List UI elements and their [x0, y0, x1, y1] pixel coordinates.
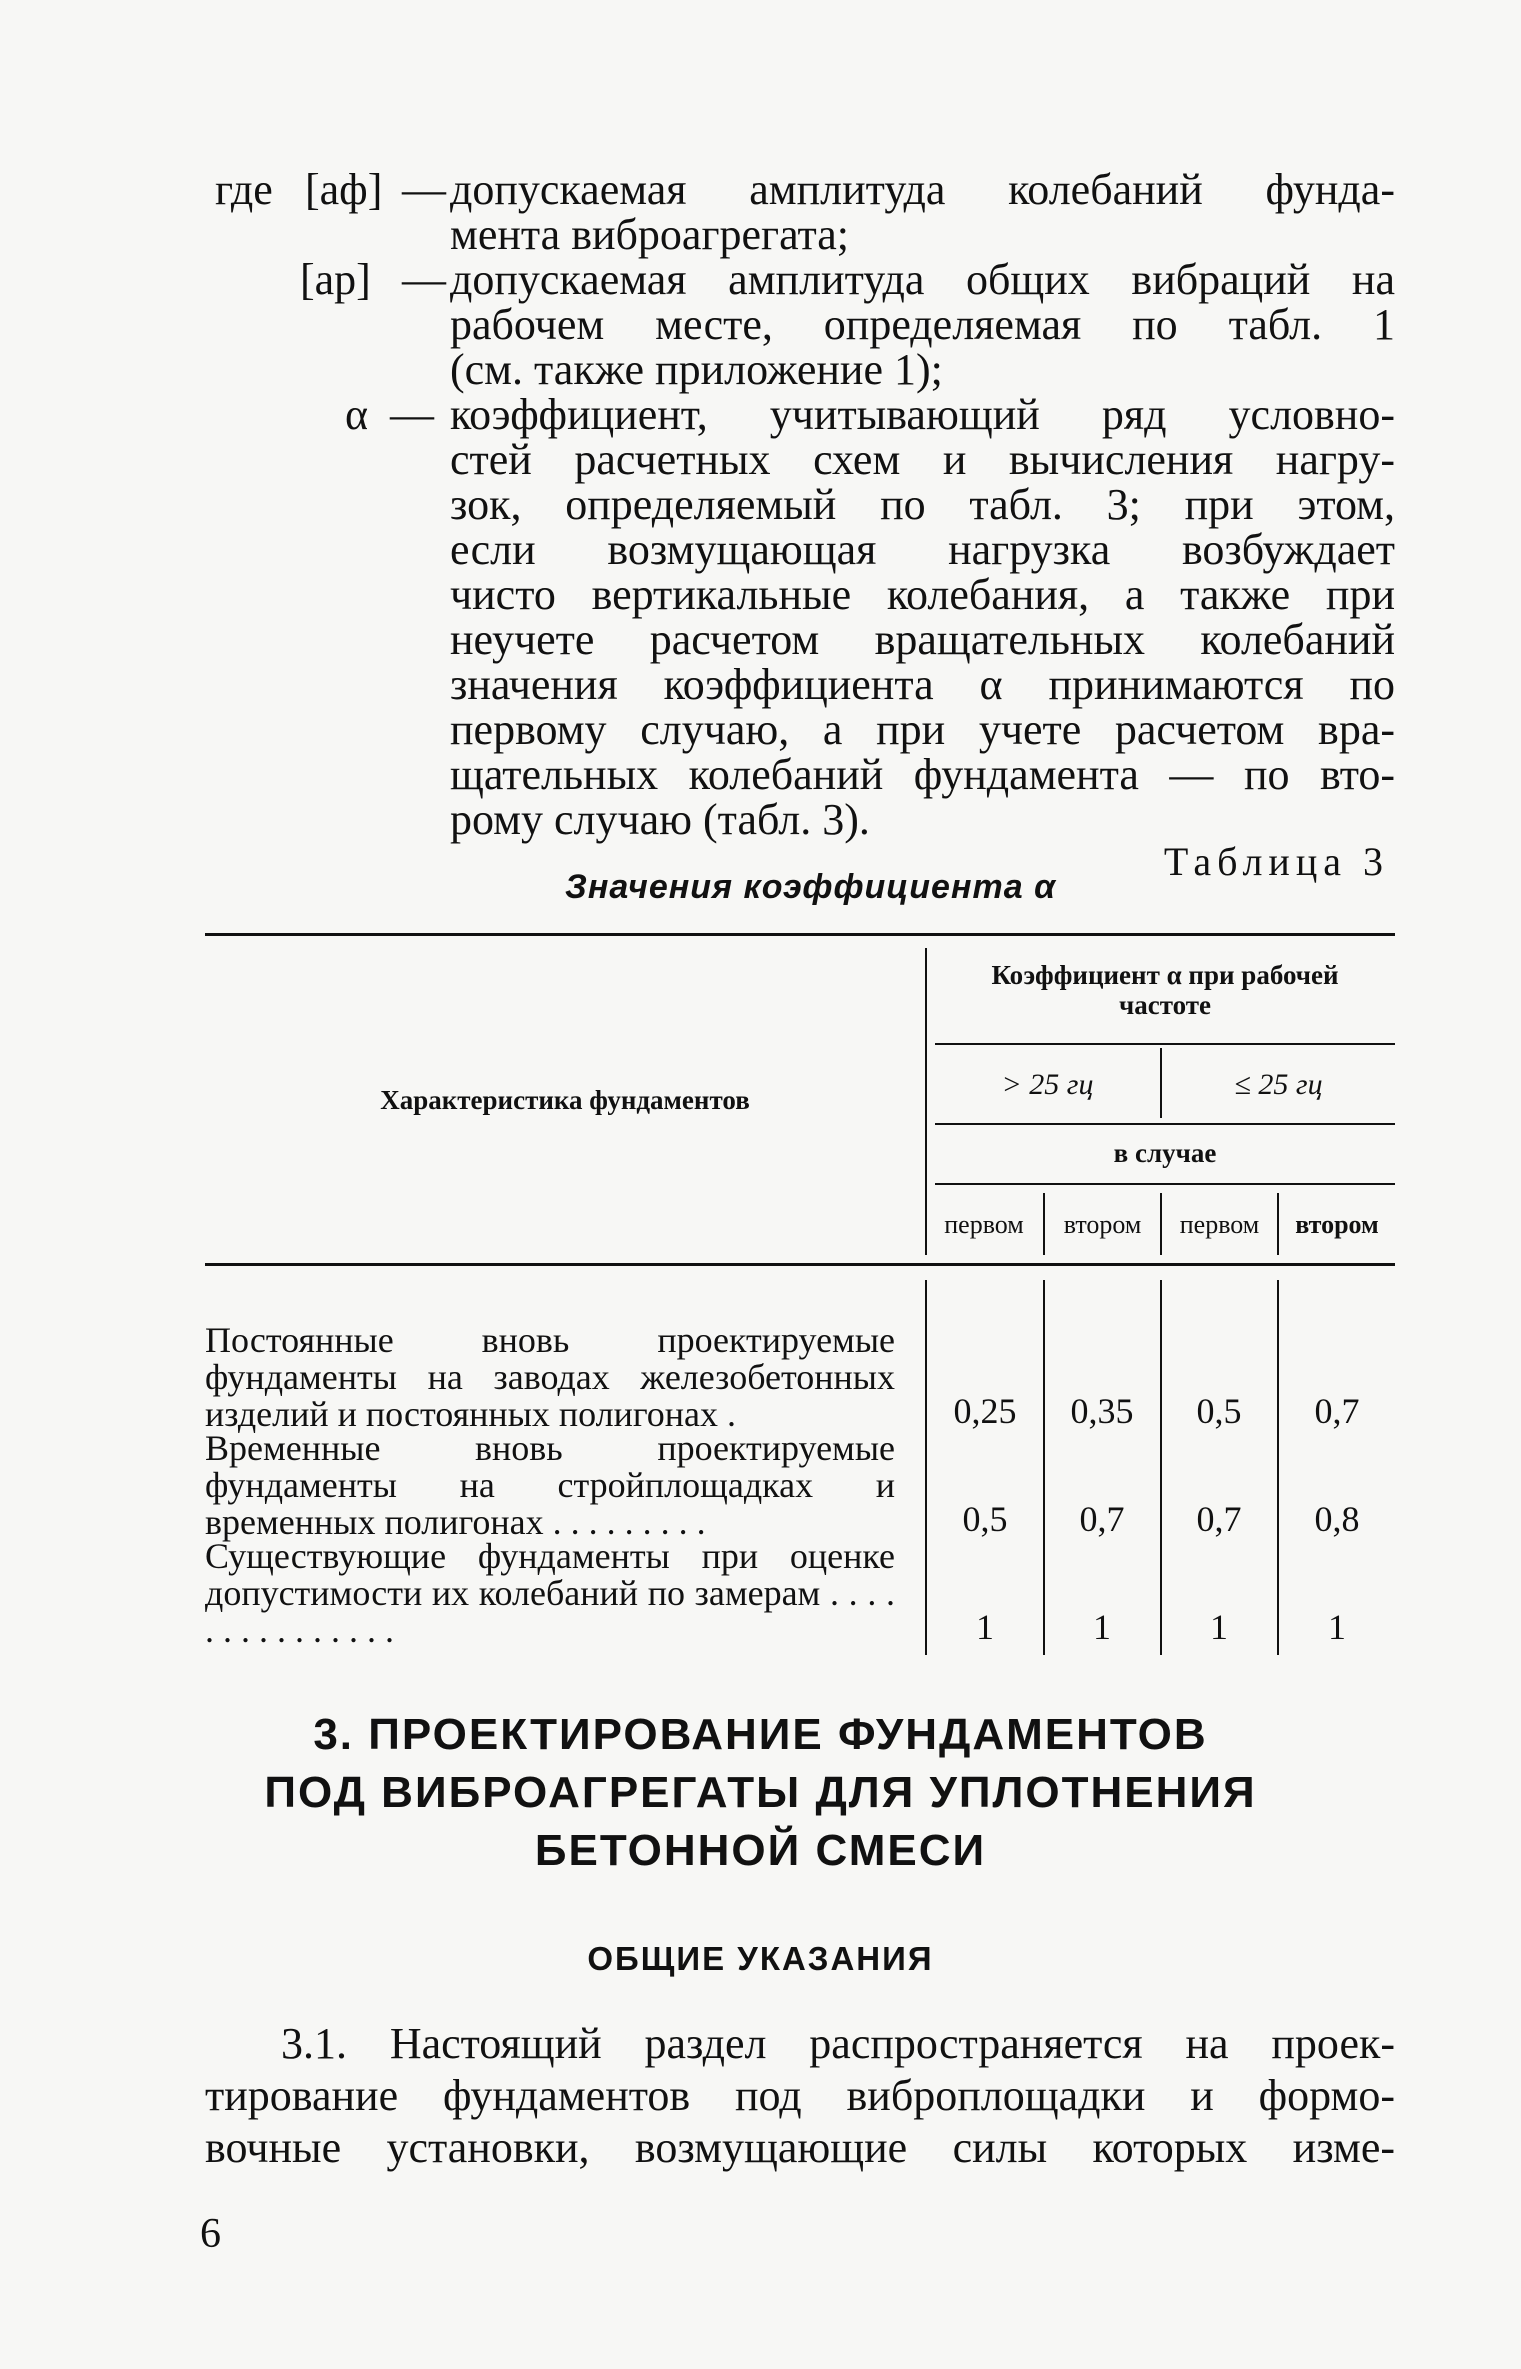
definition-line: стей расчетных схем и вычисления нагру-: [450, 435, 1395, 484]
table-top-rule: [205, 933, 1395, 936]
paragraph-line: тирование фундаментов под виброплощадки и формо-: [205, 2071, 1395, 2120]
table-cell: 0,7: [1079, 1499, 1125, 1539]
header-rule: [935, 1123, 1395, 1125]
table-cell: 1: [1328, 1607, 1346, 1647]
table-cell: 1: [1210, 1607, 1228, 1647]
table-cell: 1: [976, 1607, 994, 1647]
header-rule: [935, 1183, 1395, 1185]
table-cell: 0,25: [953, 1391, 1017, 1431]
table-title: Значения коэффициента α: [565, 868, 1057, 906]
header-subcol: первом: [1179, 1210, 1260, 1239]
table-cell: 1: [1093, 1607, 1111, 1647]
definition-line: рабочем месте, определяемая по табл. 1: [450, 300, 1395, 349]
header-coefficient-group: Коэффициент α при рабочей частоте: [991, 960, 1339, 1020]
body-divider: [1277, 1280, 1279, 1655]
table-cell: 0,5: [962, 1499, 1008, 1539]
definition-line: если возмущающая нагрузка возбуждает: [450, 525, 1395, 574]
paragraph-line: 3.1. Настоящий раздел распространяется на проек-: [281, 2019, 1395, 2068]
header-case: в случае: [1113, 1138, 1217, 1168]
definition-line: коэффициент, учитывающий ряд условно-: [450, 390, 1395, 439]
definition-line: (см. также приложение 1);: [450, 345, 943, 394]
definition-term: [aр]: [300, 255, 371, 304]
definition-line: чисто вертикальные колебания, а также при: [450, 570, 1395, 619]
table-row-label: Временные вновь проектируемые фундаменты на стройплощадках и временных полигонах . . . . . . . . .: [205, 1428, 895, 1542]
dash: —: [402, 255, 446, 304]
table-cell: 0,8: [1314, 1499, 1360, 1539]
definition-line: допускаемая амплитуда общих вибраций на: [450, 255, 1395, 304]
header-divider: [925, 948, 927, 1255]
definition-line: неучете расчетом вращательных колебаний: [450, 615, 1395, 664]
section-title-line: БЕТОННОЙ СМЕСИ: [534, 1826, 987, 1875]
definition-line: значения коэффициента α принимаются по: [450, 660, 1395, 709]
page-number: 6: [200, 2211, 221, 2257]
section-paragraph: [205, 2018, 1395, 2174]
definition-term: α: [345, 390, 369, 439]
body-divider: [1160, 1280, 1162, 1655]
header-subcol: втором: [1295, 1210, 1379, 1239]
header-subcol: втором: [1063, 1210, 1142, 1239]
header-characteristics: Характеристика фундаментов: [380, 1085, 750, 1115]
table-label: Таблица 3: [1163, 839, 1389, 884]
header-freq-low: ≤ 25 гц: [1234, 1068, 1323, 1101]
where-label: где: [215, 165, 273, 214]
table-row-label: Существующие фундаменты при оценке допустимости их колебаний по замерам . . . . . . . . . . . . . . .: [205, 1536, 895, 1650]
section-title-line: ПОД ВИБРОАГРЕГАТЫ ДЛЯ УПЛОТНЕНИЯ: [264, 1768, 1257, 1817]
definition-term: [aф]: [305, 165, 383, 214]
table-header-rule: [205, 1263, 1395, 1266]
header-subcol: первом: [944, 1210, 1024, 1239]
header-rule: [935, 1043, 1395, 1045]
definition-line: мента виброагрегата;: [450, 210, 849, 259]
table-cell: 0,35: [1070, 1391, 1134, 1431]
body-divider: [1043, 1280, 1045, 1655]
body-divider: [925, 1280, 927, 1655]
section-subtitle: ОБЩИЕ УКАЗАНИЯ: [587, 1940, 934, 1977]
section-title-line: 3. ПРОЕКТИРОВАНИЕ ФУНДАМЕНТОВ: [313, 1710, 1208, 1759]
table-cell: 0,7: [1314, 1391, 1360, 1431]
table-cell: 0,7: [1196, 1499, 1242, 1539]
definition-line: щательных колебаний фундамента — по вто-: [450, 750, 1395, 799]
dash: —: [402, 165, 446, 214]
definition-line: рому случаю (табл. 3).: [450, 795, 870, 844]
definition-line: первому случаю, а при учете расчетом вра-: [450, 705, 1395, 754]
dash: —: [390, 390, 434, 439]
definition-line: допускаемая амплитуда колебаний фунда-: [450, 165, 1395, 214]
paragraph-line: вочные установки, возмущающие силы которых изме-: [205, 2123, 1395, 2172]
header-freq-high: > 25 гц: [1001, 1068, 1094, 1101]
table-cell: 0,5: [1196, 1391, 1242, 1431]
definition-line: зок, определяемый по табл. 3; при этом,: [450, 480, 1395, 529]
table-row-label: Постоянные вновь проектируемые фундаменты на заводах железобетонных изделий и постоянных полигонах .: [205, 1320, 895, 1434]
